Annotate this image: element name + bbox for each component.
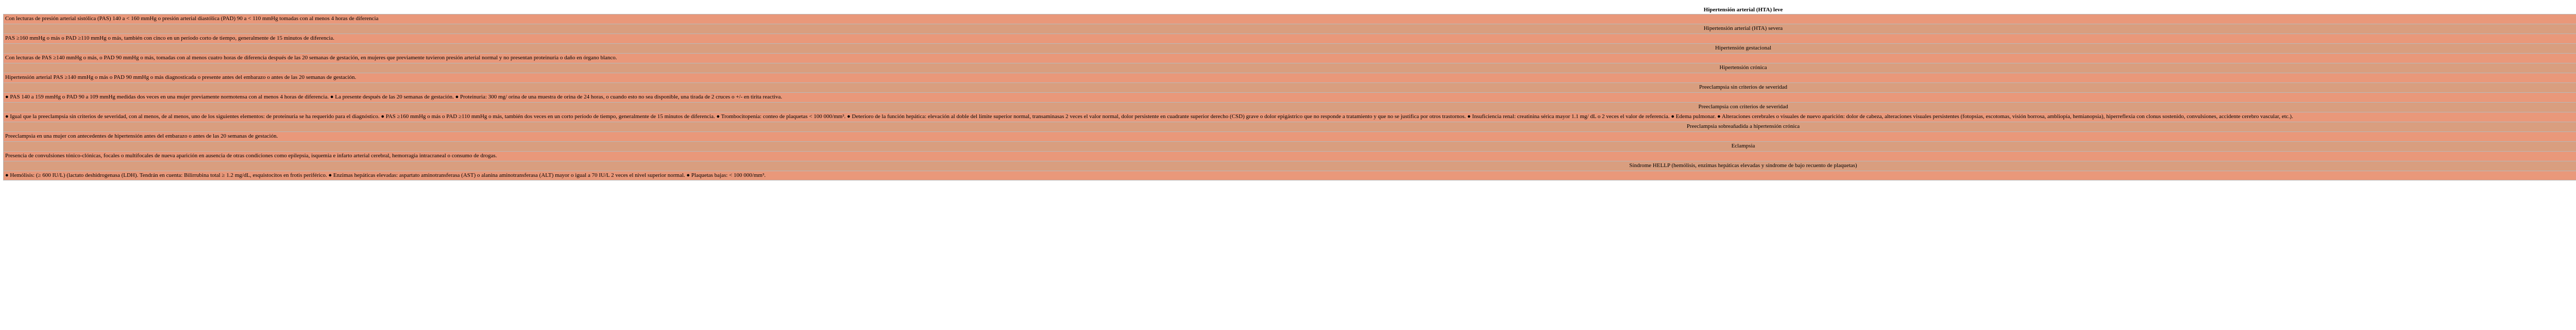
section-header: Preeclampsia sin criterios de severidad (3, 82, 2576, 92)
table-row: Preeclampsia en una mujer con antecedentes de hipertensión antes del embarazo o antes de las 20 semanas de gestación. (3, 131, 2576, 141)
section-header: Preeclampsia con criterios de severidad (3, 102, 2576, 112)
table-row: PAS ≥160 mmHg o más o PAD ≥110 mmHg o más, también con cinco en un período corto de tiempo, generalmente de 15 minutos de diferencia. (3, 34, 2576, 43)
classification-table (3, 14, 2576, 180)
table-row: Con lecturas de PAS ≥140 mmHg o más, o PAD 90 mmHg o más, tomadas con al menos cuatro horas de diferencia después de las 20 semanas de gestación, en mujeres que previamente tuvieron presión arterial normal y no presentan proteinuria o daño en órgano blanco. (3, 53, 2576, 63)
section-header: Eclampsia (3, 141, 2576, 151)
table-row: Con lecturas de presión arterial sistólica (PAS) 140 a < 160 mmHg o presión arterial diastólica (PAD) 90 a < 110 mmHg tomadas con al menos 4 horas de diferencia (3, 14, 2576, 24)
table-row: ● PAS 140 a 159 mmHg o PAD 90 a 109 mmHg medidas dos veces en una mujer previamente normotensa con al menos 4 horas de diferencia. ● La presente después de las 20 semanas de gestación. ● Proteinuria: 300 mg/ orina de una muestra de orina de 24 horas, o cuando esto no sea disponible, una tirada de 2 cruces o +/- en tirita reactiva. (3, 92, 2576, 102)
document-title: Hipertensión arterial (HTA) leve (1703, 7, 1783, 13)
table-row: Presencia de convulsiones tónico-clónicas, focales o multifocales de nueva aparición en ausencia de otras condiciones como epilepsia, isquemia e infarto arterial cerebral, hemorragia intracraneal o consumo de drogas. (3, 151, 2576, 161)
section-header: Hipertensión gestacional (3, 43, 2576, 53)
section-header: Hipertensión crónica (3, 63, 2576, 73)
section-header: Síndrome HELLP (hemólisis, enzimas hepáticas elevadas y síndrome de bajo recuento de plaquetas) (3, 161, 2576, 171)
table-row: Hipertensión arterial PAS ≥140 mmHg o más o PAD 90 mmHg o más diagnosticada o presente antes del embarazo o antes de las 20 semanas de gestación. (3, 73, 2576, 82)
table-row: ● Igual que la preeclampsia sin criterios de severidad, con al menos, de al menos, uno de los siguientes elementos: de proteinuria se ha requerido para el diagnóstico. ● PAS ≥160 mmHg o más o PAD ≥110 mmHg o más, también dos veces en un corto período de tiempo, generalmente de 15 minutos de diferencia. ● Trombocitopenia: conteo de plaquetas < 100 000/mm³. ● Deterioro de la función hepática: elevación al doble del límite superior normal, transaminasas 2 veces el valor normal, dolor persistente en cuadrante superior derecho (CSD) grave o dolor epigástrico que no responde a tratamiento y que no se justifica por otros trastornos. ● Insuficiencia renal: creatinina sérica mayor 1.1 mg/ dL o 2 veces el valor de referencia. ● Edema pulmonar. ● Alteraciones cerebrales o visuales de nuevo aparición: dolor de cabeza, alteraciones visuales persistentes (fotopsias, escotomas, visión borrosa, ambliopía, hemianopsia), hiperreflexia con clonus sostenido, convulsiones, accidente cerebro vascular, etc.). (3, 112, 2576, 122)
section-header: Preeclampsia sobreañadida a hipertensión crónica (3, 122, 2576, 131)
table-row: ● Hemólisis: (≥ 600 IU/L) (lactato deshidrogenasa (LDH). Tendrán en cuenta: Bilirrubina total ≥ 1.2 mg/dL, esquistocitos en frotis periférico. ● Enzimas hepáticas elevadas: aspartato aminotransferasa (AST) o alanina aminotransferasa (ALT) mayor o igual a 70 IU/L 2 veces el nivel superior normal. ● Plaquetas bajas: < 100 000/mm³. (3, 171, 2576, 180)
section-header: Hipertensión arterial (HTA) severa (3, 24, 2576, 34)
